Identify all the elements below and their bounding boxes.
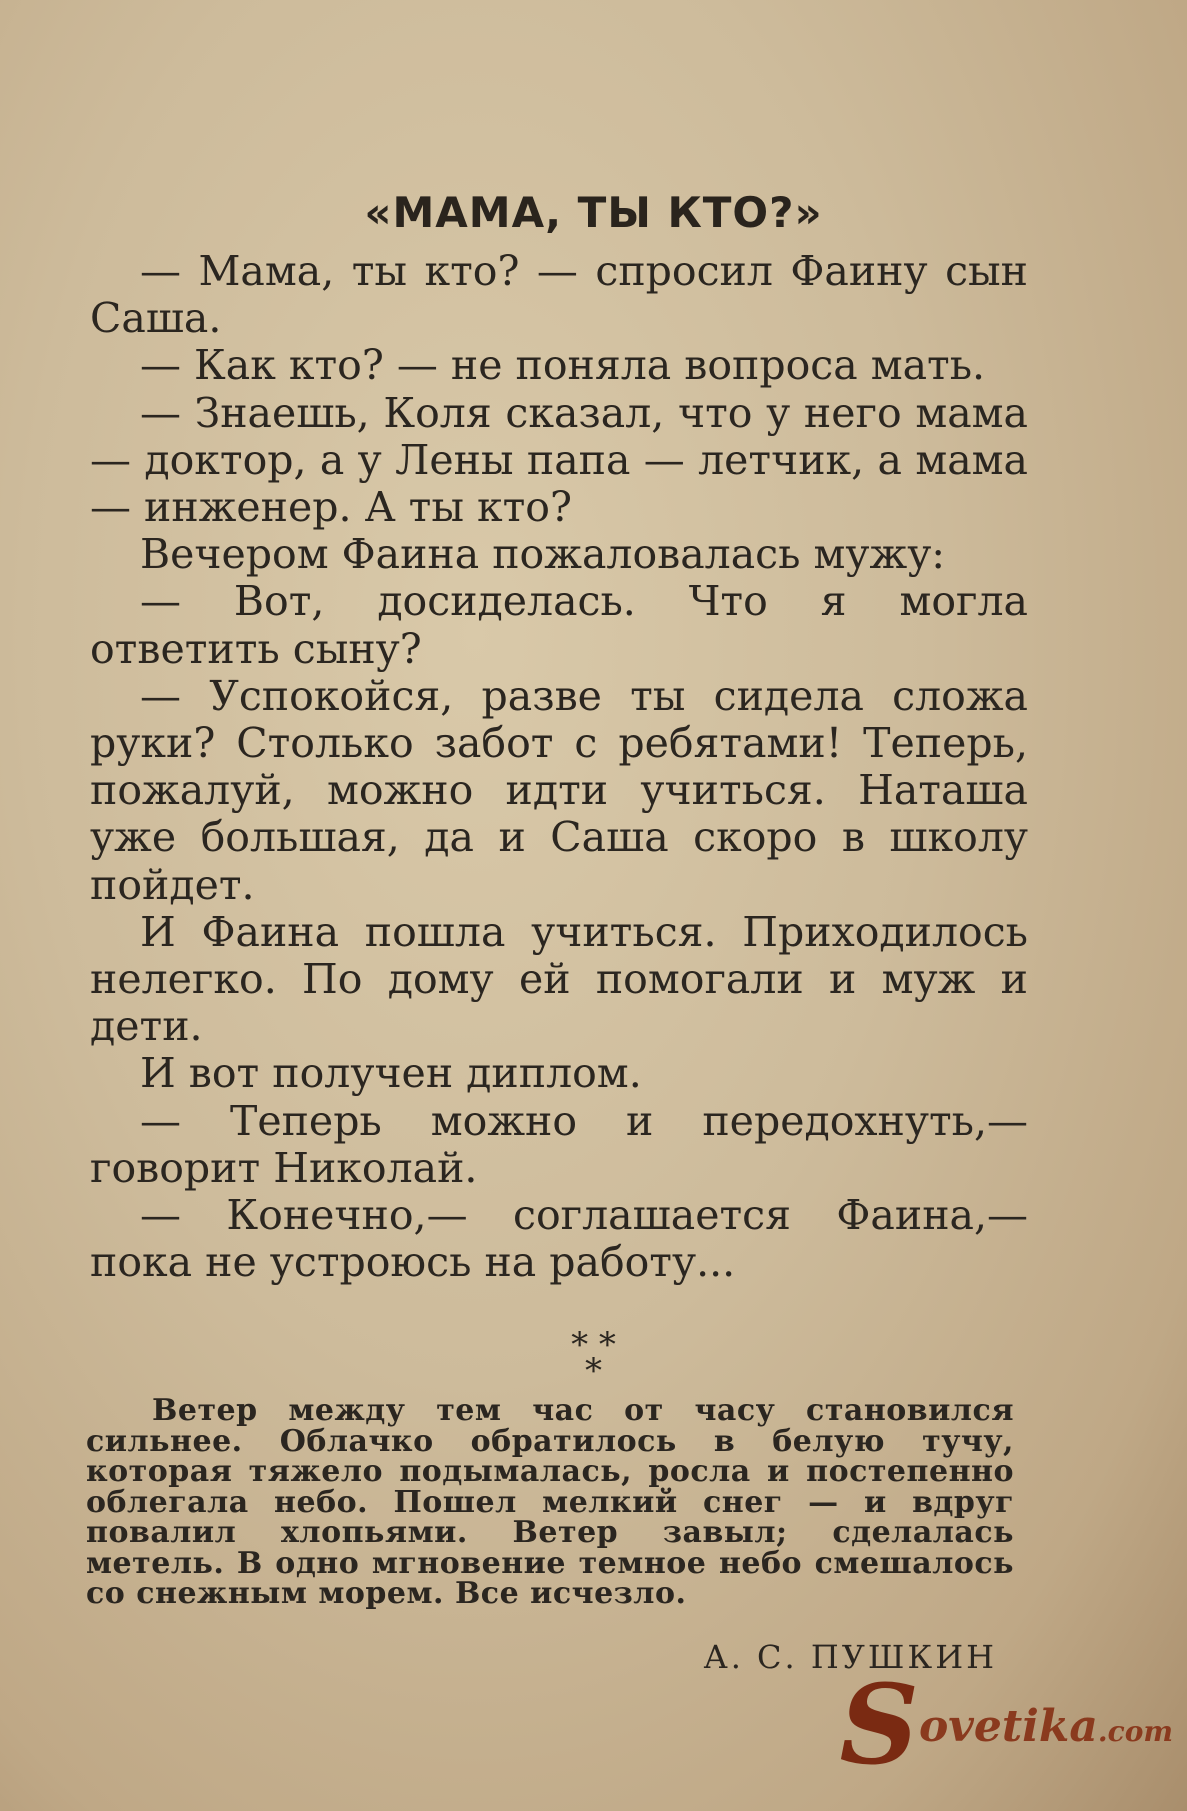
quote-author: А. С. ПУШКИН bbox=[703, 1638, 997, 1676]
pushkin-quote bbox=[86, 1393, 1014, 1611]
watermark-initial: S bbox=[839, 1660, 919, 1789]
story-paragraph: Вечером Фаина пожаловалась мужу: bbox=[140, 530, 946, 579]
story-paragraph: — Вот, досиделась. Что я могла ответить сыну? bbox=[90, 577, 1028, 673]
story-paragraph: — Мама, ты кто? — спросил Фаину сын Саша. bbox=[90, 247, 1028, 343]
story-title: «МАМА, ТЫ КТО?» bbox=[364, 188, 823, 237]
sovetika-watermark-logo bbox=[839, 1660, 1173, 1789]
story-body bbox=[90, 248, 1028, 1286]
quote-text: Ветер между тем час от часу становился сильнее. Облачко обратилось в белую тучу, которая тяжело подымалась, росла и постепенно облегала небо. Пошел мелкий снег — и вдруг повалил хлопьями. Ветер завыл; сделалась метель. В одно мгновение темное небо смешалось со снежным морем. Все исчезло. bbox=[86, 1393, 1014, 1611]
story-paragraph: — Как кто? — не поняла вопроса мать. bbox=[140, 341, 986, 390]
story-paragraph: — Конечно,— соглашается Фаина,— пока не устроюсь на работу... bbox=[90, 1191, 1028, 1287]
watermark-domain: .com bbox=[1097, 1715, 1173, 1748]
section-separator: * * * bbox=[571, 1325, 616, 1391]
story-paragraph: И Фаина пошла учиться. Приходилось нелегко. По дому ей помогали и муж и дети. bbox=[90, 907, 1028, 1051]
story-paragraph: И вот получен диплом. bbox=[140, 1049, 642, 1098]
story-paragraph: — Успокойся, разве ты сидела сложа руки? Столько забот с ребятами! Теперь, пожалуй, можно идти учиться. Наташа уже большая, да и Саша скоро в школу пойдет. bbox=[90, 671, 1028, 909]
watermark-name: ovetika bbox=[918, 1701, 1098, 1752]
story-paragraph: — Знаешь, Коля сказал, что у него мама — доктор, а у Лены папа — летчик, а мама — инженер. А ты кто? bbox=[90, 388, 1028, 532]
story-paragraph: — Теперь можно и передохнуть,— говорит Николай. bbox=[90, 1096, 1028, 1192]
